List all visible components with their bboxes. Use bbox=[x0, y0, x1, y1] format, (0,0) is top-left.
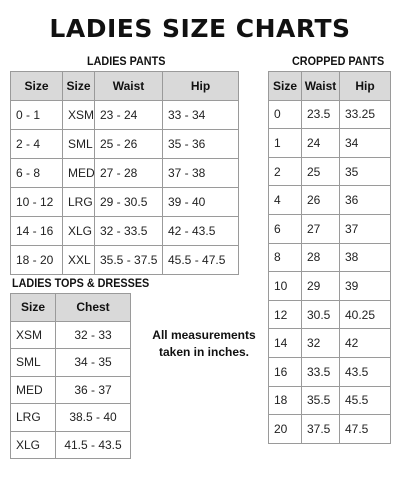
table-row bbox=[11, 376, 131, 404]
table-cell: 20 bbox=[269, 415, 302, 444]
ladies-pants-table bbox=[10, 71, 239, 275]
table-cell: 33 - 34 bbox=[163, 101, 239, 130]
table-cell: 2 bbox=[269, 157, 302, 186]
table-cell: 27 bbox=[302, 214, 340, 243]
page-title: LADIES SIZE CHARTS bbox=[49, 14, 351, 43]
table-row bbox=[269, 129, 391, 158]
table-cell: LRG bbox=[11, 404, 56, 432]
table-cell: 34 bbox=[340, 129, 391, 158]
table-cell: 41.5 - 43.5 bbox=[56, 431, 131, 459]
table-cell: MED bbox=[11, 376, 56, 404]
table-cell: 27 - 28 bbox=[95, 159, 163, 188]
table-row bbox=[269, 157, 391, 186]
table-cell: XLG bbox=[11, 431, 56, 459]
table-row bbox=[11, 101, 239, 130]
table-cell: 6 bbox=[269, 214, 302, 243]
table-cell: 23.5 bbox=[302, 100, 340, 129]
table-cell: 29 bbox=[302, 272, 340, 301]
table-cell: 6 - 8 bbox=[11, 159, 63, 188]
table-cell: 8 bbox=[269, 243, 302, 272]
table-cell: 42 bbox=[340, 329, 391, 358]
table-cell: 37 bbox=[340, 214, 391, 243]
table-cell: 4 bbox=[269, 186, 302, 215]
table-row bbox=[269, 329, 391, 358]
table-row bbox=[11, 159, 239, 188]
column-header: Waist bbox=[302, 72, 340, 101]
table-row bbox=[269, 100, 391, 129]
table-cell: 16 bbox=[269, 357, 302, 386]
table-cell: 36 - 37 bbox=[56, 376, 131, 404]
table-cell: 25 bbox=[302, 157, 340, 186]
table-row bbox=[11, 188, 239, 217]
table-cell: XLG bbox=[63, 217, 95, 246]
column-header: Chest bbox=[56, 294, 131, 322]
table-cell: 23 - 24 bbox=[95, 101, 163, 130]
table-cell: 30.5 bbox=[302, 300, 340, 329]
table-cell: XSM bbox=[11, 321, 56, 349]
table-cell: 10 bbox=[269, 272, 302, 301]
table-cell: 14 bbox=[269, 329, 302, 358]
table-cell: 38 bbox=[340, 243, 391, 272]
column-header: Waist bbox=[95, 72, 163, 101]
table-cell: 35 bbox=[340, 157, 391, 186]
table-cell: XSM bbox=[63, 101, 95, 130]
table-cell: 35 - 36 bbox=[163, 130, 239, 159]
table-cell: 1 bbox=[269, 129, 302, 158]
table-cell: SML bbox=[11, 349, 56, 377]
table-row bbox=[11, 217, 239, 246]
table-cell: 0 - 1 bbox=[11, 101, 63, 130]
table-cell: 35.5 bbox=[302, 386, 340, 415]
table-cell: 38.5 - 40 bbox=[56, 404, 131, 432]
table-cell: 42 - 43.5 bbox=[163, 217, 239, 246]
table-row bbox=[269, 300, 391, 329]
table-cell: 43.5 bbox=[340, 357, 391, 386]
table-cell: 32 - 33 bbox=[56, 321, 131, 349]
table-cell: 47.5 bbox=[340, 415, 391, 444]
table-cell: 34 - 35 bbox=[56, 349, 131, 377]
table-cell: 36 bbox=[340, 186, 391, 215]
cropped-pants-heading: CROPPED PANTS bbox=[292, 54, 385, 68]
table-cell: 0 bbox=[269, 100, 302, 129]
table-cell: 29 - 30.5 bbox=[95, 188, 163, 217]
table-cell: 35.5 - 37.5 bbox=[95, 246, 163, 275]
table-cell: 45.5 bbox=[340, 386, 391, 415]
table-cell: 10 - 12 bbox=[11, 188, 63, 217]
table-cell: 2 - 4 bbox=[11, 130, 63, 159]
table-row bbox=[269, 386, 391, 415]
column-header: Size bbox=[11, 72, 63, 101]
column-header: Hip bbox=[163, 72, 239, 101]
measurement-note: All measurements taken in inches. bbox=[152, 328, 256, 359]
table-cell: 14 - 16 bbox=[11, 217, 63, 246]
column-header: Size bbox=[11, 294, 56, 322]
table-cell: 24 bbox=[302, 129, 340, 158]
table-row bbox=[269, 357, 391, 386]
table-cell: LRG bbox=[63, 188, 95, 217]
table-cell: XXL bbox=[63, 246, 95, 275]
table-cell: 33.5 bbox=[302, 357, 340, 386]
table-row bbox=[11, 431, 131, 459]
table-row bbox=[269, 243, 391, 272]
column-header: Size bbox=[63, 72, 95, 101]
ladies-tops-heading: LADIES TOPS & DRESSES bbox=[12, 276, 150, 290]
table-row bbox=[11, 130, 239, 159]
table-header-row bbox=[269, 72, 391, 101]
cropped-pants-table bbox=[268, 71, 391, 444]
table-row bbox=[269, 272, 391, 301]
table-row bbox=[11, 349, 131, 377]
table-row bbox=[11, 246, 239, 275]
ladies-tops-table bbox=[10, 293, 131, 459]
table-cell: 39 - 40 bbox=[163, 188, 239, 217]
table-cell: 39 bbox=[340, 272, 391, 301]
table-header-row bbox=[11, 72, 239, 101]
table-cell: 26 bbox=[302, 186, 340, 215]
table-row bbox=[269, 186, 391, 215]
table-row bbox=[269, 415, 391, 444]
table-cell: 28 bbox=[302, 243, 340, 272]
table-cell: 33.25 bbox=[340, 100, 391, 129]
table-cell: 12 bbox=[269, 300, 302, 329]
column-header: Size bbox=[269, 72, 302, 101]
table-row bbox=[11, 321, 131, 349]
table-cell: 18 bbox=[269, 386, 302, 415]
ladies-pants-heading: LADIES PANTS bbox=[87, 54, 166, 68]
table-row bbox=[11, 404, 131, 432]
table-cell: 25 - 26 bbox=[95, 130, 163, 159]
table-row bbox=[269, 214, 391, 243]
table-cell: 32 - 33.5 bbox=[95, 217, 163, 246]
table-cell: SML bbox=[63, 130, 95, 159]
table-header-row bbox=[11, 294, 131, 322]
table-cell: 37.5 bbox=[302, 415, 340, 444]
table-cell: 45.5 - 47.5 bbox=[163, 246, 239, 275]
column-header: Hip bbox=[340, 72, 391, 101]
table-cell: MED bbox=[63, 159, 95, 188]
table-cell: 40.25 bbox=[340, 300, 391, 329]
table-cell: 32 bbox=[302, 329, 340, 358]
table-cell: 18 - 20 bbox=[11, 246, 63, 275]
table-cell: 37 - 38 bbox=[163, 159, 239, 188]
